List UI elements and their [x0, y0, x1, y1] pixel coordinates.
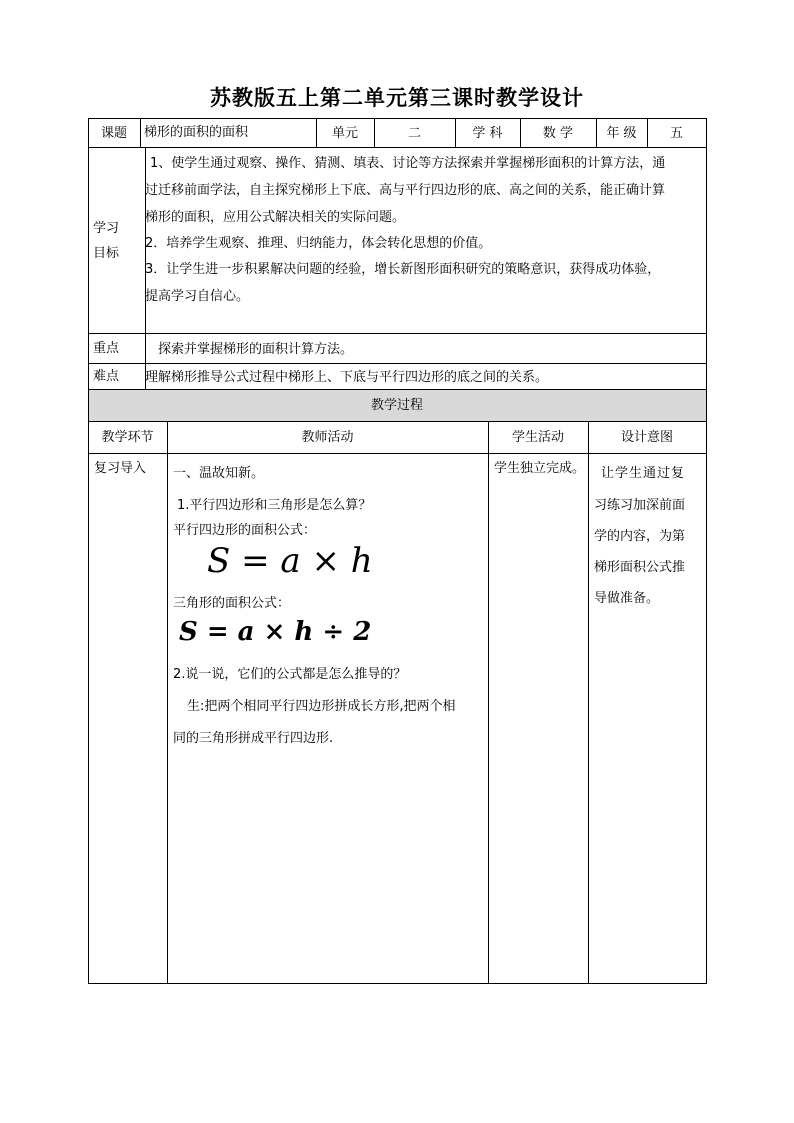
column-header-student: 学生活动	[511, 429, 564, 445]
intent-line-4: 梯形面积公式推	[594, 560, 686, 575]
stage-cell: 复习导入	[94, 461, 147, 476]
column-header-stage: 教学环节	[101, 429, 154, 445]
grade-value: 五	[669, 125, 683, 141]
column-header-teacher: 教师活动	[301, 429, 354, 445]
teacher-line-1: 一、温故知新。	[173, 466, 265, 481]
topic-value: 梯形的面积的面积	[144, 125, 249, 140]
unit-label: 单元	[331, 125, 358, 141]
column-header-intent: 设计意图	[620, 429, 673, 445]
unit-value: 二	[407, 125, 421, 141]
key-point-label: 重点	[93, 341, 120, 356]
intent-line-5: 导做准备。	[594, 591, 660, 606]
design-intent-cell	[588, 453, 706, 983]
difficulty-text: 理解梯形推导公式过程中梯形上、下底与平行四边形的底之间的关系。	[145, 370, 549, 385]
objective-1-line2: 过迁移前面学法，自主探究梯形上下底、高与平行四边形的底、高之间的关系，能正确计算	[145, 183, 666, 198]
teacher-line-4: 三角形的面积公式：	[173, 596, 291, 611]
intent-line-2: 习练习加深前面	[594, 498, 686, 513]
key-point-text: 探索并掌握梯形的面积计算方法。	[158, 342, 354, 357]
teacher-line-7: 同的三角形拼成平行四边形.	[173, 731, 334, 746]
parallelogram-area-formula: S = a × h	[207, 541, 373, 581]
objective-3-line1: 3．让学生进一步积累解决问题的经验，增长新图形面积研究的策略意识，获得成功体验，	[145, 262, 661, 277]
teacher-line-3: 平行四边形的面积公式：	[173, 523, 317, 538]
objective-2: 2．培养学生观察、推理、归纳能力，体会转化思想的价值。	[145, 236, 492, 251]
document-title: 苏教版五上第二单元第三课时教学设计	[210, 85, 584, 110]
objective-1-line1: 1、使学生通过观察、操作、猜测、填表、讨论等方法探索并掌握梯形面积的计算方法，通	[150, 156, 666, 171]
objective-1-line3: 梯形的面积，应用公式解决相关的实际问题。	[145, 210, 406, 225]
intent-line-1: 让学生通过复	[601, 466, 686, 481]
intent-line-3: 学的内容，为第	[594, 529, 686, 544]
objectives-label	[93, 222, 143, 260]
teacher-line-6: 生:把两个相同平行四边形拼成长方形,把两个相	[187, 699, 456, 714]
triangle-area-formula: S = a × h ÷ 2	[179, 617, 372, 647]
teacher-line-2: 1.平行四边形和三角形是怎么算？	[177, 498, 372, 513]
process-header: 教学过程	[370, 398, 423, 413]
objective-3-line2: 提高学习自信心。	[145, 289, 250, 304]
objectives-label-line2: 目标	[93, 246, 120, 261]
subject-label: 学 科	[472, 125, 503, 141]
grade-label: 年 级	[606, 125, 637, 141]
subject-value: 数 学	[542, 125, 574, 141]
difficulty-label: 难点	[93, 369, 120, 384]
objectives-label-line1: 学习	[93, 221, 120, 236]
teacher-line-5: 2.说一说，它们的公式都是怎么推导的？	[173, 667, 407, 682]
topic-label: 课题	[100, 125, 127, 141]
teacher-activity-cell	[167, 453, 488, 983]
student-activity-cell: 学生独立完成。	[494, 461, 586, 476]
